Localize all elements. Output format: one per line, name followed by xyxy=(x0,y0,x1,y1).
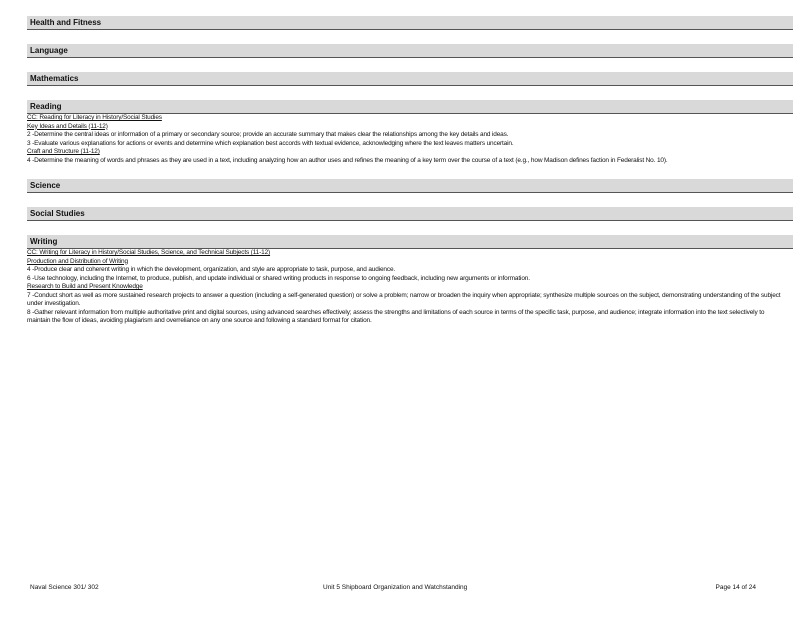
section-social-studies xyxy=(27,207,793,221)
section-language xyxy=(27,44,793,58)
reading-item-4: 4 -Determine the meaning of words and phrases as they are used in a text, including analyzing how an author uses and refines the meaning of a key term over the course of a text (e.g., how Madison defines faction in Federalist No. 10). xyxy=(27,156,668,164)
footer-unit: Unit 5 Shipboard Organization and Watchstanding xyxy=(323,584,468,591)
section-health xyxy=(27,16,793,30)
writing-item-6: 6 -Use technology, including the Internet, to produce, publish, and update individual or shared writing products in response to ongoing feedback, including new arguments or information. xyxy=(27,274,530,282)
section-mathematics xyxy=(27,72,793,86)
section-science xyxy=(27,179,793,193)
writing-cc-heading: CC: Writing for Literacy in History/Social Studies, Science, and Technical Subjects (11-12) xyxy=(27,249,271,256)
footer-course: Naval Science 301/ 302 xyxy=(30,584,99,591)
section-header-reading: Reading xyxy=(27,100,793,114)
document-page xyxy=(27,16,793,326)
reading-item-3: 3 -Evaluate various explanations for actions or events and determine which explanation best accords with textual evidence, acknowledging where the text leaves matters uncertain. xyxy=(27,139,514,147)
section-header-social-studies: Social Studies xyxy=(27,207,793,221)
section-reading xyxy=(27,100,793,165)
writing-item-8: 8 -Gather relevant information from multiple authoritative print and digital sources, using advanced searches effectively; assess the strengths and limitations of each source in terms of the specific task, purpose, and audience; integrate information into the text selectively to maintain the flow of ideas, avoiding plagiarism and overreliance on any one source and following a standard format for citation. xyxy=(27,308,765,324)
section-header-language: Language xyxy=(27,44,793,58)
production-distribution-heading: Production and Distribution of Writing xyxy=(27,257,128,265)
reading-content xyxy=(27,114,793,165)
writing-item-7: 7 -Conduct short as well as more sustained research projects to answer a question (including a self-generated question) or solve a problem; narrow or broaden the inquiry when appropriate; synthesize multiple sources on the subject, demonstrating understanding of the subject under investigation. xyxy=(27,291,781,307)
footer-page-number: Page 14 of 24 xyxy=(715,584,756,591)
section-header-writing: Writing xyxy=(27,235,793,249)
research-knowledge-heading: Research to Build and Present Knowledge xyxy=(27,283,143,290)
section-header-health: Health and Fitness xyxy=(27,16,793,30)
section-writing xyxy=(27,235,793,326)
section-header-mathematics: Mathematics xyxy=(27,72,793,86)
reading-cc-heading: CC: Reading for Literacy in History/Social Studies xyxy=(27,114,162,121)
craft-structure-heading: Craft and Structure (11-12) xyxy=(27,148,100,155)
writing-item-4: 4 -Produce clear and coherent writing in which the development, organization, and style are appropriate to task, purpose, and audience. xyxy=(27,266,396,273)
section-header-science: Science xyxy=(27,179,793,193)
writing-content xyxy=(27,249,793,326)
key-ideas-heading: Key Ideas and Details (11-12) xyxy=(27,122,108,130)
page-footer xyxy=(30,583,756,593)
reading-item-2: 2 -Determine the central ideas or information of a primary or secondary source; provide an accurate summary that makes clear the relationships among the key details and ideas. xyxy=(27,131,509,138)
